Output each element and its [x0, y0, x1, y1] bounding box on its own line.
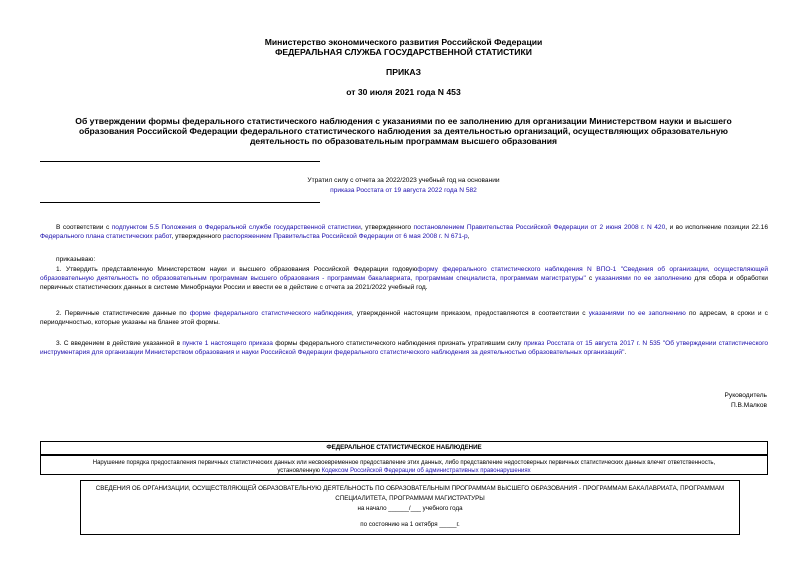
link-instructions[interactable]: указаниями по ее заполнению — [588, 310, 686, 317]
text: с — [585, 274, 596, 282]
text: 1. Утвердить представленную Министерством науки и высшего образования Российской Федерации годовую — [56, 266, 418, 273]
doc-date-number: от 30 июля 2021 года N 453 — [346, 87, 461, 97]
link-order[interactable]: распоряжением Правительства Российской Федерации от 6 мая 2008 г. N 671-р — [222, 232, 468, 240]
text: , утвержденного — [171, 232, 223, 240]
title-line: образования Российской Федерации федерального статистического наблюдения за деятельностью организаций, осуществляющих образовательную — [79, 126, 728, 136]
signature-block — [725, 391, 767, 411]
title-line: деятельность по образовательным программам высшего образования — [249, 136, 558, 146]
status-link[interactable]: приказа Росстата от 19 августа 2022 года N 582 — [330, 187, 477, 194]
text: В соответствии с — [56, 224, 112, 231]
text: , и во исполнение позиции 22.16 — [665, 224, 769, 231]
text: установленную — [277, 468, 322, 474]
status-text: Утратил силу с отчета за 2022/2023 учебный год на основании — [307, 177, 500, 184]
form-warning-line: Нарушение порядка предоставления первичных статистических данных или несвоевременное предоставление этих данных, либо представление недостоверных первичных статистических данных влечет ответственность, — [92, 460, 716, 466]
text: 2. Первичные статистические данные по — [56, 310, 190, 317]
text: 3. С введением в действие указанной в — [56, 340, 183, 347]
link-form[interactable]: форме федерального статистического наблюдения — [189, 310, 352, 317]
item-2 — [40, 310, 768, 328]
text: , утвержденного — [360, 224, 414, 231]
link-plan[interactable]: Федерального плана статистических работ — [40, 232, 172, 240]
order-word: приказываю: — [56, 256, 96, 263]
title-line: Об утверждении формы федерального статистического наблюдения с указаниями по ее заполнению для организации Министерством науки и высшего — [75, 116, 732, 126]
text: . — [624, 348, 627, 356]
text: по адресам, в сроки и с периодичностью, которые указаны на бланке этой формы. — [40, 310, 768, 326]
form-title-line: СПЕЦИАЛИТЕТА, ПРОГРАММАМ МАГИСТРАТУРЫ — [335, 495, 485, 502]
signature-position: Руководитель — [724, 392, 767, 399]
form-header-box — [40, 441, 768, 455]
form-title-line: СВЕДЕНИЯ ОБ ОРГАНИЗАЦИИ, ОСУЩЕСТВЛЯЮЩЕЙ ОБРАЗОВАТЕЛЬНУЮ ДЕЯТЕЛЬНОСТЬ ПО ОБРАЗОВАТЕЛЬНЫМ ПРОГРАММАМ ВЫСШЕГО ОБРАЗОВАНИЯ - ПРОГРАММАМ БАКАЛАВРИАТА, ПРОГРАММАМ — [95, 485, 725, 492]
divider — [40, 202, 320, 203]
item-1 — [40, 266, 768, 292]
link-regulation[interactable]: подпунктом 5.5 Положения о Федеральной службе государственной статистики — [111, 224, 361, 231]
ministry-name: Министерство экономического развития Российской Федерации — [264, 37, 543, 47]
status-link-wrap — [0, 187, 807, 194]
divider — [40, 161, 320, 162]
link-old-order[interactable]: приказ Росстата от 15 августа 2017 г. N 535 "Об утверждении статистического инструментария для организации Министерством образования и науки Российской Федерации федерального статистического наблюдения за деятельностью образовательных организаций" — [40, 340, 768, 356]
text: для сбора и обработки первичных статистических данных в системе Минобрнауки России и ввести ее в действие с отчета за 2021/2022 учебный год. — [40, 274, 768, 291]
signature-name: П.В.Малков — [730, 402, 767, 409]
preamble-paragraph — [40, 224, 768, 242]
service-name: ФЕДЕРАЛЬНАЯ СЛУЖБА ГОСУДАРСТВЕННОЙ СТАТИСТИКИ — [275, 47, 532, 57]
item-3 — [40, 340, 768, 358]
form-header: ФЕДЕРАЛЬНОЕ СТАТИСТИЧЕСКОЕ НАБЛЮДЕНИЕ — [326, 444, 482, 451]
form-warning-box — [40, 455, 768, 475]
link-form[interactable]: форму федерального статистического наблюдения N ВПО-1 "Сведения об организации, осуществляющей образовательную деятельность по образовательным программам высшего образования - программам бакалавриата, программам специалиста, программам магистратуры" — [40, 266, 768, 282]
text: , — [467, 232, 470, 240]
link-code[interactable]: Кодексом Российской Федерации об административных правонарушениях — [321, 468, 531, 474]
text: формы федерального статистического наблюдения признать утратившим силу — [272, 340, 524, 347]
form-title-box — [80, 480, 740, 535]
form-date: по состоянию на 1 октября _____г. — [360, 521, 460, 528]
form-period: на начало ______/___ учебного года — [357, 505, 463, 512]
form-warning-line — [41, 467, 767, 475]
doc-type: ПРИКАЗ — [386, 67, 421, 77]
text: , утвержденной настоящим приказом, предоставляются в соответствии с — [351, 310, 589, 317]
link-item-1[interactable]: пункте 1 настоящего приказа — [182, 340, 273, 347]
link-instructions[interactable]: указаниями по ее заполнению — [595, 274, 692, 282]
link-resolution[interactable]: постановлением Правительства Российской Федерации от 2 июня 2008 г. N 420 — [413, 224, 666, 231]
